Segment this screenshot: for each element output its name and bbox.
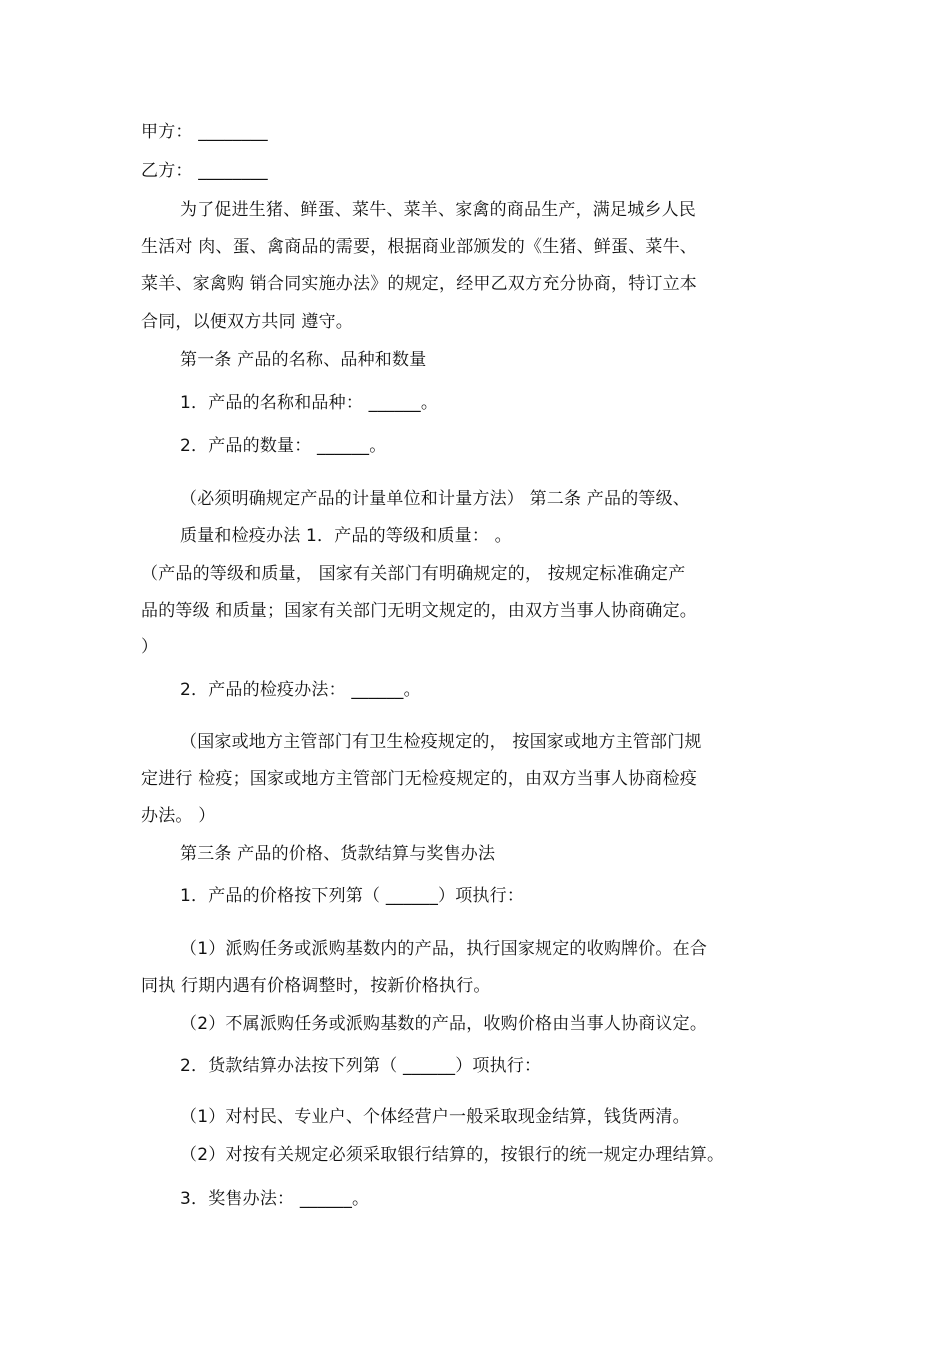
price-option-1-line-2: 同执 行期内遇有价格调整时，按新价格执行。 <box>141 976 491 996</box>
preamble-line-2: 生活对 肉、蛋、禽商品的需要，根据商业部颁发的《生猪、鲜蛋、菜牛、 <box>141 237 698 257</box>
settlement-option-2: （2）对按有关规定必须采取银行结算的，按银行的统一规定办理结算。 <box>180 1145 725 1165</box>
quarantine-note-line-2: 定进行 检疫；国家或地方主管部门无检疫规定的，由双方当事人协商检疫 <box>141 769 698 789</box>
article-2-item-2: 2．产品的检疫办法： ______。 <box>180 680 421 700</box>
preamble-line-1: 为了促进生猪、鲜蛋、菜牛、菜羊、家禽的商品生产，满足城乡人民 <box>180 200 696 220</box>
settlement-option-1: （1）对村民、专业户、个体经营户一般采取现金结算，钱货两清。 <box>180 1107 690 1127</box>
preamble-line-4: 合同，以便双方共同 遵守。 <box>141 312 354 332</box>
article-2-heading-line: 质量和检疫办法 1．产品的等级和质量： 。 <box>180 526 512 546</box>
price-option-1-line-1: （1）派购任务或派购基数内的产品，执行国家规定的收购牌价。在合 <box>180 939 708 959</box>
price-option-2: （2）不属派购任务或派购基数的产品，收购价格由当事人协商议定。 <box>180 1014 708 1034</box>
grade-note-line-1: （产品的等级和质量， 国家有关部门有明确规定的， 按规定标准确定产 <box>141 564 686 584</box>
party-a-line: 甲方： ________ <box>141 122 268 142</box>
party-b-line: 乙方： ________ <box>141 161 268 181</box>
grade-note-line-2: 品的等级 和质量；国家有关部门无明文规定的，由双方当事人协商确定。 <box>141 601 698 621</box>
article-1-heading: 第一条 产品的名称、品种和数量 <box>180 350 427 370</box>
quarantine-note-line-1: （国家或地方主管部门有卫生检疫规定的， 按国家或地方主管部门规 <box>180 732 702 752</box>
article-1-item-2: 2．产品的数量： ______。 <box>180 436 387 456</box>
article-1-item-1: 1．产品的名称和品种： ______。 <box>180 393 439 413</box>
preamble-line-3: 菜羊、家禽购 销合同实施办法》的规定，经甲乙双方充分协商，特订立本 <box>141 274 698 294</box>
article-3-item-1: 1．产品的价格按下列第（ ______）项执行： <box>180 886 525 906</box>
article-3-item-3: 3．奖售办法： ______。 <box>180 1189 370 1209</box>
grade-note-line-3: ） <box>141 637 159 657</box>
article-3-heading: 第三条 产品的价格、货款结算与奖售办法 <box>180 844 496 864</box>
article-3-item-2: 2．货款结算办法按下列第（ ______）项执行： <box>180 1056 542 1076</box>
article-1-note-line-1: （必须明确规定产品的计量单位和计量方法） 第二条 产品的等级、 <box>180 489 691 509</box>
quarantine-note-line-3: 办法。 ） <box>141 806 216 826</box>
